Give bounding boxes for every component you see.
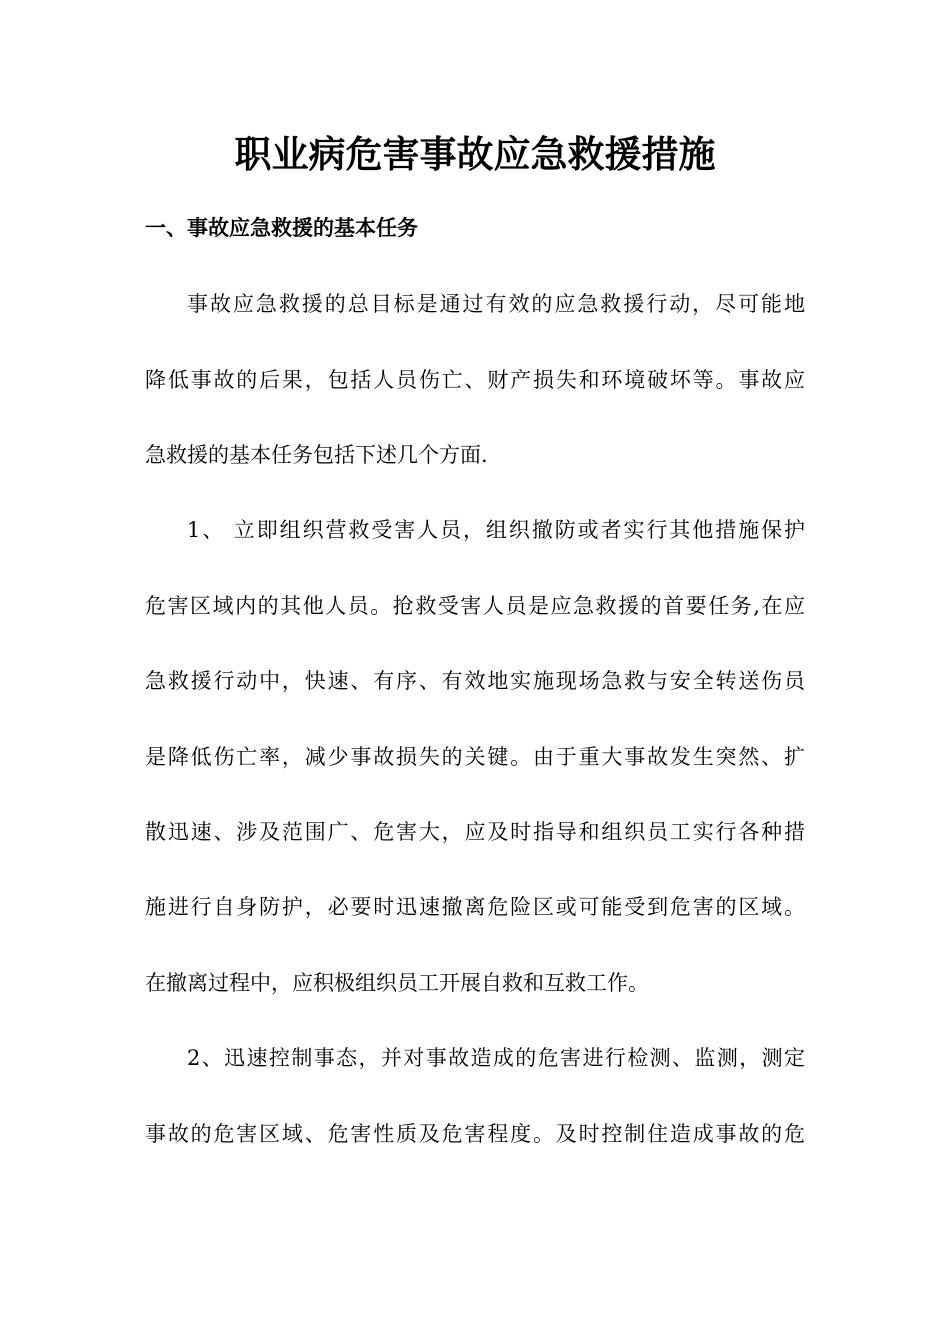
- body-line-1: 事故应急救援的总目标是通过有效的应急救援行动，尽可能地: [187, 292, 805, 316]
- body-line-4: 1、 立即组织营救受害人员，组织撤防或者实行其他措施保护: [187, 518, 805, 542]
- body-line-6: 急救援行动中，快速、有序、有效地实施现场急救与安全转送伤员: [145, 669, 805, 693]
- document-title: 职业病危害事故应急救援措施: [234, 132, 716, 176]
- body-line-8: 散迅速、涉及范围广、危害大，应及时指导和组织员工实行各种措: [145, 820, 805, 844]
- body-line-12: 事故的危害区域、危害性质及危害程度。及时控制住造成事故的危: [145, 1122, 805, 1146]
- body-line-5: 危害区域内的其他人员。抢救受害人员是应急救援的首要任务,在应: [145, 594, 805, 618]
- body-line-11: 2、迅速控制事态，并对事故造成的危害进行检测、监测，测定: [187, 1046, 805, 1070]
- body-line-7: 是降低伤亡率，减少事故损失的关键。由于重大事故发生突然、扩: [145, 745, 805, 769]
- body-line-9: 施进行自身防护，必要时迅速撤离危险区或可能受到危害的区域。: [145, 895, 805, 919]
- section-heading: 一、事故应急救援的基本任务: [145, 216, 418, 240]
- body-line-3: 急救援的基本任务包括下述几个方面.: [145, 443, 488, 467]
- body-line-10: 在撤离过程中，应积极组织员工开展自救和互救工作。: [145, 971, 649, 995]
- body-line-2: 降低事故的后果，包括人员伤亡、财产损失和环境破坏等。事故应: [145, 368, 805, 392]
